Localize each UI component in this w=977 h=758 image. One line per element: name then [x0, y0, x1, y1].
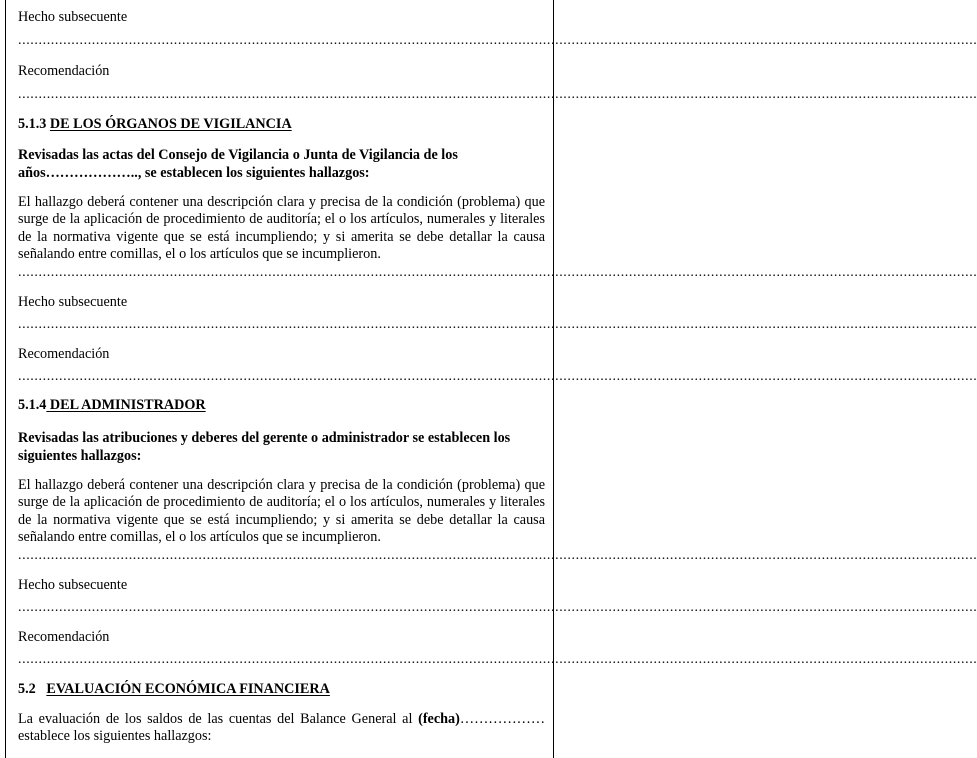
section-number: 5.1.4 — [18, 397, 47, 413]
hecho-subsecuente-label: Hecho subsecuente — [18, 294, 128, 310]
section-intro-line: siguientes hallazgos: — [18, 448, 142, 464]
section-title: DE LOS ÓRGANOS DE VIGILANCIA — [49, 116, 292, 132]
section-intro-line: Revisadas las atribuciones y deberes del gerente o administrador se establecen los — [18, 430, 511, 446]
hallazgo-paragraph: El hallazgo deberá contener una descripción clara y precisa de la condición (problema) que surge de la aplicación de procedimiento de auditoría; el o los artículos, numerales y literales de la normativa vigente que se está incumpliendo; y si amerita se debe detallar la causa señalando entre comillas, el o los artículos que se incumplieron. — [18, 194, 545, 262]
hallazgo-paragraph: El hallazgo deberá contener una descripción clara y precisa de la condición (problema) que surge de la aplicación de procedimiento de auditoría; el o los artículos, numerales y literales de la normativa vigente que se está incumpliendo; y si amerita se debe detallar la causa señalando entre comillas, el o los artículos que se incumplieron. — [18, 477, 545, 545]
section-intro-line: años……………….., se establecen los siguientes hallazgos: — [18, 165, 370, 181]
recomendacion-label: Recomendación — [18, 629, 110, 645]
fill-line: .......................................................................................................................................................................................................................................... — [18, 600, 977, 615]
body-text: ……………… establece los siguientes hallazgos: — [18, 711, 545, 745]
section-heading-5-2 — [18, 680, 330, 698]
fill-line: .......................................................................................................................................................................................................................................... — [18, 33, 977, 48]
document-page — [5, 0, 977, 758]
hecho-subsecuente-label: Hecho subsecuente — [18, 9, 128, 25]
body-text: La evaluación de los saldos de las cuentas del Balance General al — [18, 711, 419, 727]
section-heading-5-1-4 — [18, 396, 206, 414]
fill-line: .......................................................................................................................................................................................................................................... — [18, 87, 977, 102]
section-body — [18, 711, 545, 746]
hecho-subsecuente-label: Hecho subsecuente — [18, 577, 128, 593]
recomendacion-label: Recomendación — [18, 63, 110, 79]
fill-line: .......................................................................................................................................................................................................................................... — [18, 317, 977, 332]
recomendacion-label: Recomendación — [18, 346, 110, 362]
fill-line: .......................................................................................................................................................................................................................................... — [18, 652, 977, 667]
fill-line: .......................................................................................................................................................................................................................................... — [18, 548, 977, 563]
section-title-text: DEL ADMINISTRADOR — [49, 397, 206, 413]
section-heading-5-1-3 — [18, 115, 292, 133]
section-title: EVALUACIÓN ECONÓMICA FINANCIERA — [46, 681, 330, 697]
section-number: 5.2 — [18, 681, 36, 697]
section-intro-line: Revisadas las actas del Consejo de Vigilancia o Junta de Vigilancia de los — [18, 147, 458, 163]
fill-line: .......................................................................................................................................................................................................................................... — [18, 265, 977, 280]
body-text-bold: (fecha) — [418, 711, 460, 727]
fill-line: .......................................................................................................................................................................................................................................... — [18, 369, 977, 384]
section-title — [46, 397, 205, 413]
section-number: 5.1.3 — [18, 116, 47, 132]
